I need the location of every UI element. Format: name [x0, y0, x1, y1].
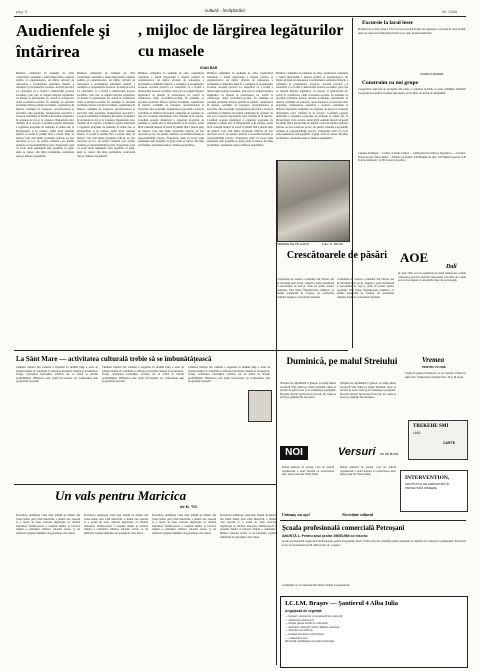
intervention-sub: INSTITUTUL DE CERCETĂRI ŞI PROIECTĂRI MINIERE	[405, 482, 450, 490]
main-article-col-5: Primirea cetăţenilor în audienţe de către conducători constituie o latură importantă a muncii politice şi organizatorice, un mijloc eficient de cunoaştere a problemelor oamenilor muncii, a cerinţelor şi propunerilor acestora. Această practică s-a statornicit ca o formă a democraţiei noastre socialiste, prin care se asigură lărgirea legăturilor cu masele şi participarea lor activă la conducerea vieţii economico-sociale. În audienţe se prezintă probleme diverse privind locuinţele, repartizarea în muncă, condiţiile de transport, aprovizionarea şi serviciile către populaţie. Soluţionarea operativă a acestora contribuie la întărirea încrederii cetăţenilor în organele de stat şi la creşterea răspunderii celor chemaţi să le rezolve. Consiliul popular municipal a organizat programe de audienţe la sediul său, la întreprinderi şi în cartiere, astfel încât oamenii muncii să poată fi primiţi fără a pierde timp de muncă. Cele mai multe probleme ridicate au fost rezolvate pe loc, iar pentru celelalte s-au stabilit termene şi responsabilităţi precise. Experienţa arată că acolo unde audienţele sunt pregătite cu grijă, unde se cunosc din timp problemele, rezultatele sunt pe măsura aşteptărilor.	[276, 72, 348, 140]
trekkie-title: TREKEHE SMI	[413, 424, 449, 429]
santmare-col-3: Căminul cultural din comună a organizat în ultimul timp o serie de acţiuni menite să contribuie la ridicarea nivelului cultural al locuitorilor. Totuşi, activitatea formaţiilor artistice nu se ridică la nivelul posibilităţilor. Biblioteca este puţin frecventată, iar conferinţele sunt programate sporadic.	[188, 366, 270, 384]
issue-number: Nr. 2465	[442, 9, 458, 14]
icm-item: — conducători auto	[285, 636, 308, 640]
icm-item: Informaţii suplimentare la sediul şantierului.	[285, 640, 335, 644]
intervention-box	[400, 470, 468, 512]
birds-title: Crescătoarele de păsări	[286, 250, 388, 261]
icm-box	[280, 596, 468, 668]
santmare-col-2: Căminul cultural din comună a organizat în ultimul timp o serie de acţiuni menite să contribuie la ridicarea nivelului cultural al locuitorilor. Totuşi, activitatea formaţiilor artistice nu se ridică la nivelul posibilităţilor. Biblioteca este puţin frecventată, iar conferinţele sunt programate sporadic.	[102, 366, 184, 384]
aoe-subtitle: Dali	[446, 264, 457, 270]
santmare-title: La Sânt Mare — activitatea culturală trebie să se îmbunătăţească	[16, 355, 212, 363]
weather-sub: PENTRU 24 ORE	[422, 365, 446, 369]
main-headline-right: , mijloc de lărgirea legăturilor cu masele	[138, 22, 344, 60]
main-article-col-1: Primirea cetăţenilor în audienţe de către conducători constituie o latură importantă a muncii politice şi organizatorice, un mijloc eficient de cunoaştere a problemelor oamenilor muncii, a cerinţelor şi propunerilor acestora. Această practică s-a statornicit ca o formă a democraţiei noastre socialiste, prin care se asigură lărgirea legăturilor cu masele şi participarea lor activă la conducerea vieţii economico-sociale. În audienţe se prezintă probleme diverse privind locuinţele, repartizarea în muncă, condiţiile de transport, aprovizionarea şi serviciile către populaţie. Soluţionarea operativă a acestora contribuie la întărirea încrederii cetăţenilor în organele de stat şi la creşterea răspunderii celor chemaţi să le rezolve. Consiliul popular municipal a organizat programe de audienţe la sediul său, la întreprinderi şi în cartiere, astfel încât oamenii muncii să poată fi primiţi fără a pierde timp de muncă. Cele mai multe probleme ridicate au fost rezolvate pe loc, iar pentru celelalte s-au stabilit termene şi responsabilităţi precise. Experienţa arată că acolo unde audienţele sunt pregătite cu grijă, unde se cunosc din timp problemele, rezultatele sunt pe măsura aşteptărilor.	[16, 72, 74, 158]
main-byline: IOAN BAR	[200, 66, 218, 70]
weather-body: Vreme în general frumoasă, cu cer variabil. Vântul va sufla slab. Temperaturi cuprinse între 10 şi 18 grade.	[405, 372, 466, 379]
icm-list	[285, 615, 463, 644]
waltz-col-1: Povestirea urmăreşte viaţa unei familii de mineri din Valea Jiului, prin ochii Maricicăi, o tânără care visează la o serată de dans. Autorul zugrăveşte cu căldură atmosfera sărbătorească a oraşului minier şi bucuria simplă a oamenilor. Muzica valsului revine ca un laitmotiv, legând amintirile de speranţele celor tineri.	[16, 514, 80, 535]
noi-logo: NOI	[280, 446, 308, 460]
trekkie-sub: Lb01	[413, 431, 421, 435]
main-headline-left: Audienfele şi întărirea	[16, 21, 110, 61]
main-article-col-2: Primirea cetăţenilor în audienţe de către conducători constituie o latură importantă a muncii politice şi organizatorice, un mijloc eficient de cunoaştere a problemelor oamenilor muncii, a cerinţelor şi propunerilor acestora. Această practică s-a statornicit ca o formă a democraţiei noastre socialiste, prin care se asigură lărgirea legăturilor cu masele şi participarea lor activă la conducerea vieţii economico-sociale. În audienţe se prezintă probleme diverse privind locuinţele, repartizarea în muncă, condiţiile de transport, aprovizionarea şi serviciile către populaţie. Soluţionarea operativă a acestora contribuie la întărirea încrederii cetăţenilor în organele de stat şi la creşterea răspunderii celor chemaţi să le rezolve. Consiliul popular municipal a organizat programe de audienţe la sediul său, la întreprinderi şi în cartiere, astfel încât oamenii muncii să poată fi primiţi fără a pierde timp de muncă. Cele mai multe probleme ridicate au fost rezolvate pe loc, iar pentru celelalte s-au stabilit termene şi responsabilităţi precise. Experienţa arată că acolo unde audienţele sunt pregătite cu grijă, unde se cunosc din timp problemele, rezultatele sunt pe măsura aşteptărilor.	[77, 72, 135, 158]
section-title: cultură - învăţământ	[205, 8, 245, 13]
ad-body-col-1: Pentru iubitorii de poezie, casa de cultură organizează o seară literară cu participarea unor tineri poeţi din Valea Jiului.	[282, 466, 334, 477]
waltz-title: Un vals pentru Maricica	[55, 488, 187, 503]
trekkie-box	[408, 420, 468, 460]
photo-caption: VEDERE DE PE HĂRŢI	[277, 242, 310, 246]
ad-subtitle: un an la noi	[380, 452, 399, 456]
program-listing: Cinema: Parângul — Colina cu lalele; Unirea — Călătoriile lui Gulliver; Republica — Lovitura. Teatru de stat: Valea Jiului — Ultima oră. Radio: 6,00 Buletin de ştiri; 7,00 Muzică uşoară; 9,30 Teatru radiofonic; 12,00 Concert de prânz.	[358, 152, 466, 163]
birds-body-col-2: Complexul de creştere a păsărilor din Vulcan, dat în folosinţă anul trecut, asigură o parte însemnată a necesarului de ouă şi carne de pasăre pentru populaţia Văii Jiului. Îngrijitoarele urmăresc cu atenţie parametrii de creştere, iar rezultatele obţinute depăşesc prevederile planului.	[337, 278, 394, 299]
icm-item: — muncitori calificaţi: zidari, dulgheri, betonişti	[285, 625, 340, 629]
illustration	[248, 390, 272, 422]
birds-body-col-1: Complexul de creştere a păsărilor din Vulcan, dat în folosinţă anul trecut, asigură o parte însemnată a necesarului de ouă şi carne de pasăre pentru populaţia Văii Jiului. Îngrijitoarele urmăresc cu atenţie parametrii de creştere, iar rezultatele obţinute depăşesc prevederile planului.	[277, 278, 334, 299]
trekkie-note: CARTE	[443, 441, 456, 445]
waltz-col-4: Povestirea urmăreşte viaţa unei familii de mineri din Valea Jiului, prin ochii Maricicăi, o tânără care visează la o serată de dans. Autorul zugrăveşte cu căldură atmosfera sărbătorească a oraşului minier şi bucuria simplă a oamenilor. Muzica valsului revine ca un laitmotiv, legând amintirile de speranţele celor tineri.	[220, 514, 276, 539]
icm-subtitle: Angajează de urgenţă:	[285, 609, 323, 613]
icm-title: I.C.I.M. Braşov — Şantierul 4 Alba Iulia	[285, 600, 399, 607]
santmare-col-1: Căminul cultural din comună a organizat în ultimul timp o serie de acţiuni menite să contribuie la ridicarea nivelului cultural al locuitorilor. Totuşi, activitatea formaţiilor artistice nu se ridică la nivelul posibilităţilor. Biblioteca este puţin frecventată, iar conferinţele sunt programate sporadic.	[16, 366, 98, 384]
ad-title: Versuri	[338, 446, 376, 458]
icm-item: — maiştri pentru lucrări de construcţii	[285, 622, 328, 626]
ad-body-col-2: Pentru iubitorii de poezie, casa de cultură organizează o seară literară cu participarea unor tineri poeţi din Valea Jiului.	[340, 466, 396, 477]
section-rule	[14, 350, 348, 351]
aoe-body: În anul 1965 au fost organizate în judeţ numeroase acţiuni culturale şi sportive dedicate tineretului. Cercurile de creaţie au fost frecventate de un număr mare de participanţi.	[398, 272, 466, 283]
construction-body: Cooperativa agricolă de producţie din judeţ a continuat lucrările la noua grădiniţă. Membrii cooperatori au muncit voluntar mai multe ore în zilele de sfârşit de săptămână.	[358, 88, 466, 95]
excursion-byline: VIORICA BARNE	[420, 72, 444, 76]
sunday-title: Duminică, pe malul Streiului	[286, 356, 398, 366]
icm-item: — lăcătuşi mecanici şi electricieni	[285, 632, 324, 636]
column-rule	[276, 160, 277, 665]
construction-title: Construim cu noi grupe	[362, 80, 419, 86]
school-footnote: Candidaţii vor fi examinaţi din limba română şi matematică.	[282, 584, 351, 587]
feature-photo	[277, 160, 350, 242]
necesitate-title: Necesitate cultural	[342, 512, 373, 517]
excursion-body: Pionierii şi şcolarii clasei a VII-a de la Liceul din Petrila au organizat o excursie în zona lacului, unde au cunoscut frumuseţile naturii şi au cules plante medicinale.	[358, 28, 466, 35]
main-article-col-4: Primirea cetăţenilor în audienţe de către conducători constituie o latură importantă a muncii politice şi organizatorice, un mijloc eficient de cunoaştere a problemelor oamenilor muncii, a cerinţelor şi propunerilor acestora. Această practică s-a statornicit ca o formă a democraţiei noastre socialiste, prin care se asigură lărgirea legăturilor cu masele şi participarea lor activă la conducerea vieţii economico-sociale. În audienţe se prezintă probleme diverse privind locuinţele, repartizarea în muncă, condiţiile de transport, aprovizionarea şi serviciile către populaţie. Soluţionarea operativă a acestora contribuie la întărirea încrederii cetăţenilor în organele de stat şi la creşterea răspunderii celor chemaţi să le rezolve. Consiliul popular municipal a organizat programe de audienţe la sediul său, la întreprinderi şi în cartiere, astfel încât oamenii muncii să poată fi primiţi fără a pierde timp de muncă. Cele mai multe probleme ridicate au fost rezolvate pe loc, iar pentru celelalte s-au stabilit termene şi responsabilităţi precise. Experienţa arată că acolo unde audienţele sunt pregătite cu grijă, unde se cunosc din timp problemele, rezultatele sunt pe măsura aşteptărilor.	[207, 72, 273, 147]
weather-title: Vremea	[422, 356, 445, 364]
icm-item: — muncitori necalificaţi	[285, 629, 313, 633]
photo-credit: Foto: R. TRUTA	[322, 242, 344, 246]
masthead-rule	[14, 16, 466, 17]
school-subtitle: ANUNŢĂ 1. Pentru anul şcolar 1965/1966 se înscriu:	[282, 534, 369, 538]
school-title: Şcoala profesională comercială Petroşani	[282, 524, 405, 532]
aoe-title: AOE	[400, 250, 429, 265]
waltz-byline: de N. TIC	[180, 504, 198, 509]
page-label: pag. 5	[16, 9, 28, 14]
main-article-col-3: Primirea cetăţenilor în audienţe de către conducători constituie o latură importantă a muncii politice şi organizatorice, un mijloc eficient de cunoaştere a problemelor oamenilor muncii, a cerinţelor şi propunerilor acestora. Această practică s-a statornicit ca o formă a democraţiei noastre socialiste, prin care se asigură lărgirea legăturilor cu masele şi participarea lor activă la conducerea vieţii economico-sociale. În audienţe se prezintă probleme diverse privind locuinţele, repartizarea în muncă, condiţiile de transport, aprovizionarea şi serviciile către populaţie. Soluţionarea operativă a acestora contribuie la întărirea încrederii cetăţenilor în organele de stat şi la creşterea răspunderii celor chemaţi să le rezolve. Consiliul popular municipal a organizat programe de audienţe la sediul său, la întreprinderi şi în cartiere, astfel încât oamenii muncii să poată fi primiţi fără a pierde timp de muncă. Cele mai multe probleme ridicate au fost rezolvate pe loc, iar pentru celelalte s-au stabilit termene şi responsabilităţi precise. Experienţa arată că acolo unde audienţele sunt pregătite cu grijă, unde se cunosc din timp problemele, rezultatele sunt pe măsura aşteptărilor.	[138, 72, 204, 147]
icm-item: — ingineri constructori cu experienţă în construcţii	[285, 615, 343, 618]
excursion-title: Excursie la lacul leser	[362, 20, 414, 26]
icm-item: — tehnicieni constructori	[285, 618, 314, 622]
sunday-body-col-2: Sfârşitul de săptămână îi găseşte pe mulţi dintre locuitorii Văii Jiului pe malul Streiului, unde se bucură de aerul curat şi de frumuseţea peisajului. Pescarii amatori îşi încearcă norocul, iar copiii se joacă pe pajiştile din apropiere.	[340, 382, 396, 400]
intervention-title: INTERVENTION,	[405, 475, 450, 481]
school-body: Şcoala profesională comercială din Petroşani, pentru absolvenţii clasei a VIII-a, înscrie candidaţi pentru meseriile de vânzător în comerţul cu amănuntul. Înscrierile se fac la secretariatul şcolii până la data de 1 august.	[282, 540, 466, 547]
sunday-body-col-1: Sfârşitul de săptămână îi găseşte pe mulţi dintre locuitorii Văii Jiului pe malul Streiului, unde se bucură de aerul curat şi de frumuseţea peisajului. Pescarii amatori îşi încearcă norocul, iar copiii se joacă pe pajiştile din apropiere.	[280, 382, 336, 400]
section-rule	[14, 484, 276, 485]
waltz-col-2: Povestirea urmăreşte viaţa unei familii de mineri din Valea Jiului, prin ochii Maricicăi, o tânără care visează la o serată de dans. Autorul zugrăveşte cu căldură atmosfera sărbătorească a oraşului minier şi bucuria simplă a oamenilor. Muzica valsului revine ca un laitmotiv, legând amintirile de speranţele celor tineri.	[84, 514, 148, 535]
unteaza-title: Unteaza, nu aşa!	[282, 512, 311, 517]
waltz-col-3: Povestirea urmăreşte viaţa unei familii de mineri din Valea Jiului, prin ochii Maricicăi, o tânără care visează la o serată de dans. Autorul zugrăveşte cu căldură atmosfera sărbătorească a oraşului minier şi bucuria simplă a oamenilor. Muzica valsului revine ca un laitmotiv, legând amintirile de speranţele celor tineri.	[152, 514, 216, 535]
school-rule	[280, 520, 466, 521]
